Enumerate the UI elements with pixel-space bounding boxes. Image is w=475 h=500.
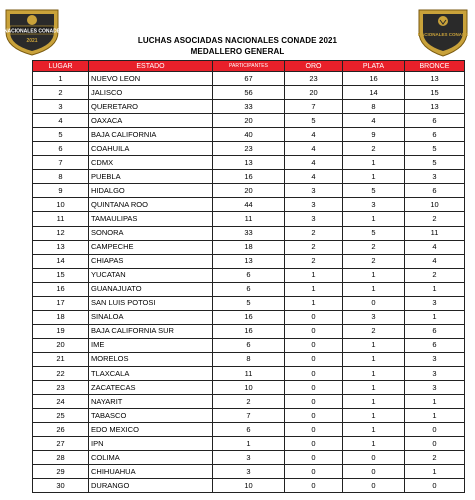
header-plata: PLATA bbox=[343, 61, 405, 72]
cell-bronce: 6 bbox=[405, 114, 465, 128]
cell-participantes: 18 bbox=[213, 240, 285, 254]
table-row bbox=[33, 409, 465, 423]
table-row bbox=[33, 423, 465, 437]
cell-plata: 1 bbox=[343, 338, 405, 352]
title-block bbox=[0, 35, 475, 57]
table-row bbox=[33, 142, 465, 156]
cell-bronce: 1 bbox=[405, 409, 465, 423]
cell-estado: SAN LUIS POTOSI bbox=[89, 296, 213, 310]
table-row bbox=[33, 156, 465, 170]
table-row bbox=[33, 395, 465, 409]
cell-bronce: 5 bbox=[405, 142, 465, 156]
cell-estado: CDMX bbox=[89, 156, 213, 170]
table-row bbox=[33, 465, 465, 479]
header-oro: ORO bbox=[285, 61, 343, 72]
cell-lugar: 13 bbox=[33, 240, 89, 254]
cell-estado: COAHUILA bbox=[89, 142, 213, 156]
cell-bronce: 6 bbox=[405, 338, 465, 352]
cell-oro: 3 bbox=[285, 212, 343, 226]
cell-lugar: 18 bbox=[33, 310, 89, 324]
cell-participantes: 5 bbox=[213, 296, 285, 310]
cell-oro: 1 bbox=[285, 268, 343, 282]
cell-bronce: 13 bbox=[405, 100, 465, 114]
cell-estado: TAMAULIPAS bbox=[89, 212, 213, 226]
cell-oro: 2 bbox=[285, 226, 343, 240]
cell-lugar: 26 bbox=[33, 423, 89, 437]
cell-participantes: 8 bbox=[213, 352, 285, 366]
cell-plata: 3 bbox=[343, 310, 405, 324]
cell-estado: QUERETARO bbox=[89, 100, 213, 114]
cell-estado: EDO MEXICO bbox=[89, 423, 213, 437]
table-row bbox=[33, 212, 465, 226]
table-row bbox=[33, 338, 465, 352]
cell-lugar: 7 bbox=[33, 156, 89, 170]
cell-bronce: 3 bbox=[405, 296, 465, 310]
cell-lugar: 6 bbox=[33, 142, 89, 156]
cell-lugar: 19 bbox=[33, 324, 89, 338]
table-row bbox=[33, 184, 465, 198]
cell-plata: 2 bbox=[343, 254, 405, 268]
medal-table bbox=[32, 60, 465, 493]
table-row bbox=[33, 254, 465, 268]
cell-lugar: 8 bbox=[33, 170, 89, 184]
table-row bbox=[33, 479, 465, 493]
cell-participantes: 23 bbox=[213, 142, 285, 156]
cell-oro: 0 bbox=[285, 479, 343, 493]
cell-participantes: 33 bbox=[213, 100, 285, 114]
cell-estado: MORELOS bbox=[89, 352, 213, 366]
cell-bronce: 1 bbox=[405, 465, 465, 479]
table-row bbox=[33, 100, 465, 114]
cell-estado: TLAXCALA bbox=[89, 366, 213, 380]
cell-bronce: 15 bbox=[405, 86, 465, 100]
cell-lugar: 27 bbox=[33, 437, 89, 451]
cell-plata: 14 bbox=[343, 86, 405, 100]
table-row bbox=[33, 72, 465, 86]
cell-estado: IPN bbox=[89, 437, 213, 451]
cell-bronce: 3 bbox=[405, 366, 465, 380]
cell-plata: 1 bbox=[343, 156, 405, 170]
cell-plata: 3 bbox=[343, 198, 405, 212]
header-bronce: BRONCE bbox=[405, 61, 465, 72]
cell-lugar: 1 bbox=[33, 72, 89, 86]
cell-oro: 4 bbox=[285, 156, 343, 170]
cell-plata: 2 bbox=[343, 324, 405, 338]
table-row bbox=[33, 381, 465, 395]
cell-lugar: 5 bbox=[33, 128, 89, 142]
cell-plata: 2 bbox=[343, 240, 405, 254]
cell-oro: 4 bbox=[285, 142, 343, 156]
cell-plata: 8 bbox=[343, 100, 405, 114]
table-row bbox=[33, 366, 465, 380]
table-row bbox=[33, 170, 465, 184]
cell-plata: 1 bbox=[343, 423, 405, 437]
cell-bronce: 11 bbox=[405, 226, 465, 240]
cell-plata: 9 bbox=[343, 128, 405, 142]
cell-lugar: 30 bbox=[33, 479, 89, 493]
cell-participantes: 40 bbox=[213, 128, 285, 142]
cell-estado: SINALOA bbox=[89, 310, 213, 324]
cell-plata: 4 bbox=[343, 114, 405, 128]
cell-oro: 7 bbox=[285, 100, 343, 114]
cell-participantes: 13 bbox=[213, 254, 285, 268]
cell-oro: 3 bbox=[285, 184, 343, 198]
table-row bbox=[33, 128, 465, 142]
cell-estado: COLIMA bbox=[89, 451, 213, 465]
table-header-row bbox=[33, 61, 465, 72]
cell-plata: 1 bbox=[343, 170, 405, 184]
cell-estado: JALISCO bbox=[89, 86, 213, 100]
cell-participantes: 67 bbox=[213, 72, 285, 86]
cell-participantes: 6 bbox=[213, 423, 285, 437]
cell-lugar: 11 bbox=[33, 212, 89, 226]
cell-participantes: 7 bbox=[213, 409, 285, 423]
cell-participantes: 33 bbox=[213, 226, 285, 240]
cell-lugar: 25 bbox=[33, 409, 89, 423]
cell-participantes: 56 bbox=[213, 86, 285, 100]
cell-oro: 4 bbox=[285, 128, 343, 142]
cell-oro: 1 bbox=[285, 282, 343, 296]
cell-bronce: 13 bbox=[405, 72, 465, 86]
cell-bronce: 3 bbox=[405, 352, 465, 366]
cell-lugar: 29 bbox=[33, 465, 89, 479]
cell-estado: CHIHUAHUA bbox=[89, 465, 213, 479]
cell-participantes: 1 bbox=[213, 437, 285, 451]
cell-bronce: 3 bbox=[405, 381, 465, 395]
cell-lugar: 23 bbox=[33, 381, 89, 395]
cell-lugar: 21 bbox=[33, 352, 89, 366]
table-row bbox=[33, 451, 465, 465]
cell-plata: 1 bbox=[343, 352, 405, 366]
cell-lugar: 4 bbox=[33, 114, 89, 128]
cell-estado: YUCATAN bbox=[89, 268, 213, 282]
cell-bronce: 0 bbox=[405, 437, 465, 451]
cell-estado: QUINTANA ROO bbox=[89, 198, 213, 212]
cell-participantes: 11 bbox=[213, 366, 285, 380]
cell-lugar: 3 bbox=[33, 100, 89, 114]
cell-participantes: 20 bbox=[213, 184, 285, 198]
cell-oro: 5 bbox=[285, 114, 343, 128]
table-row bbox=[33, 296, 465, 310]
cell-bronce: 0 bbox=[405, 479, 465, 493]
table-row bbox=[33, 86, 465, 100]
cell-oro: 0 bbox=[285, 437, 343, 451]
cell-bronce: 1 bbox=[405, 395, 465, 409]
cell-oro: 20 bbox=[285, 86, 343, 100]
cell-bronce: 6 bbox=[405, 128, 465, 142]
table-row bbox=[33, 324, 465, 338]
cell-plata: 0 bbox=[343, 465, 405, 479]
cell-lugar: 20 bbox=[33, 338, 89, 352]
cell-lugar: 17 bbox=[33, 296, 89, 310]
cell-oro: 0 bbox=[285, 451, 343, 465]
cell-lugar: 24 bbox=[33, 395, 89, 409]
logo-right-text: NACIONALES CONADE bbox=[417, 32, 469, 37]
table-row bbox=[33, 240, 465, 254]
cell-oro: 2 bbox=[285, 240, 343, 254]
cell-participantes: 13 bbox=[213, 156, 285, 170]
cell-plata: 1 bbox=[343, 395, 405, 409]
cell-lugar: 14 bbox=[33, 254, 89, 268]
cell-participantes: 6 bbox=[213, 268, 285, 282]
header-participantes: PARTICIPANTES bbox=[213, 61, 285, 72]
logo-left-year: 2021 bbox=[26, 38, 38, 44]
table-row bbox=[33, 198, 465, 212]
cell-bronce: 2 bbox=[405, 268, 465, 282]
cell-oro: 0 bbox=[285, 409, 343, 423]
cell-oro: 2 bbox=[285, 254, 343, 268]
cell-plata: 1 bbox=[343, 268, 405, 282]
cell-estado: SONORA bbox=[89, 226, 213, 240]
cell-estado: CAMPECHE bbox=[89, 240, 213, 254]
logo-left-text: NACIONALES CONADE bbox=[3, 28, 61, 35]
cell-estado: ZACATECAS bbox=[89, 381, 213, 395]
cell-lugar: 28 bbox=[33, 451, 89, 465]
cell-participantes: 10 bbox=[213, 479, 285, 493]
cell-plata: 0 bbox=[343, 296, 405, 310]
cell-participantes: 20 bbox=[213, 114, 285, 128]
cell-plata: 5 bbox=[343, 184, 405, 198]
cell-oro: 3 bbox=[285, 198, 343, 212]
cell-bronce: 6 bbox=[405, 324, 465, 338]
medal-table-body bbox=[33, 72, 465, 493]
cell-participantes: 6 bbox=[213, 338, 285, 352]
cell-participantes: 16 bbox=[213, 310, 285, 324]
cell-plata: 1 bbox=[343, 381, 405, 395]
cell-plata: 1 bbox=[343, 409, 405, 423]
cell-estado: TABASCO bbox=[89, 409, 213, 423]
cell-bronce: 1 bbox=[405, 310, 465, 324]
cell-lugar: 2 bbox=[33, 86, 89, 100]
cell-participantes: 16 bbox=[213, 324, 285, 338]
cell-plata: 0 bbox=[343, 451, 405, 465]
table-row bbox=[33, 114, 465, 128]
cell-oro: 1 bbox=[285, 296, 343, 310]
cell-bronce: 4 bbox=[405, 240, 465, 254]
header-lugar: LUGAR bbox=[33, 61, 89, 72]
cell-participantes: 3 bbox=[213, 465, 285, 479]
cell-plata: 1 bbox=[343, 212, 405, 226]
cell-bronce: 10 bbox=[405, 198, 465, 212]
cell-estado: NUEVO LEON bbox=[89, 72, 213, 86]
cell-estado: DURANGO bbox=[89, 479, 213, 493]
cell-plata: 16 bbox=[343, 72, 405, 86]
cell-lugar: 16 bbox=[33, 282, 89, 296]
table-row bbox=[33, 310, 465, 324]
cell-estado: BAJA CALIFORNIA bbox=[89, 128, 213, 142]
cell-bronce: 6 bbox=[405, 184, 465, 198]
cell-estado: CHIAPAS bbox=[89, 254, 213, 268]
page-title: LUCHAS ASOCIADAS NACIONALES CONADE 2021 bbox=[137, 36, 338, 45]
cell-estado: PUEBLA bbox=[89, 170, 213, 184]
cell-participantes: 3 bbox=[213, 451, 285, 465]
cell-plata: 2 bbox=[343, 142, 405, 156]
header-estado: ESTADO bbox=[89, 61, 213, 72]
cell-oro: 4 bbox=[285, 170, 343, 184]
cell-lugar: 22 bbox=[33, 366, 89, 380]
cell-lugar: 12 bbox=[33, 226, 89, 240]
cell-oro: 0 bbox=[285, 310, 343, 324]
cell-estado: OAXACA bbox=[89, 114, 213, 128]
table-row bbox=[33, 437, 465, 451]
cell-plata: 1 bbox=[343, 366, 405, 380]
cell-oro: 0 bbox=[285, 465, 343, 479]
cell-estado: BAJA CALIFORNIA SUR bbox=[89, 324, 213, 338]
cell-estado: HIDALGO bbox=[89, 184, 213, 198]
cell-bronce: 1 bbox=[405, 282, 465, 296]
cell-estado: NAYARIT bbox=[89, 395, 213, 409]
cell-oro: 0 bbox=[285, 352, 343, 366]
cell-participantes: 10 bbox=[213, 381, 285, 395]
cell-plata: 0 bbox=[343, 479, 405, 493]
cell-bronce: 4 bbox=[405, 254, 465, 268]
cell-oro: 0 bbox=[285, 381, 343, 395]
page-subtitle: MEDALLERO GENERAL bbox=[190, 47, 285, 56]
cell-bronce: 3 bbox=[405, 170, 465, 184]
cell-oro: 0 bbox=[285, 423, 343, 437]
cell-bronce: 2 bbox=[405, 212, 465, 226]
cell-lugar: 10 bbox=[33, 198, 89, 212]
cell-participantes: 11 bbox=[213, 212, 285, 226]
cell-participantes: 2 bbox=[213, 395, 285, 409]
cell-lugar: 9 bbox=[33, 184, 89, 198]
cell-bronce: 5 bbox=[405, 156, 465, 170]
cell-plata: 5 bbox=[343, 226, 405, 240]
cell-participantes: 16 bbox=[213, 170, 285, 184]
cell-plata: 1 bbox=[343, 282, 405, 296]
cell-bronce: 0 bbox=[405, 423, 465, 437]
cell-estado: IME bbox=[89, 338, 213, 352]
table-row bbox=[33, 352, 465, 366]
cell-lugar: 15 bbox=[33, 268, 89, 282]
cell-estado: GUANAJUATO bbox=[89, 282, 213, 296]
cell-participantes: 6 bbox=[213, 282, 285, 296]
cell-oro: 0 bbox=[285, 395, 343, 409]
cell-oro: 0 bbox=[285, 366, 343, 380]
cell-bronce: 2 bbox=[405, 451, 465, 465]
cell-plata: 1 bbox=[343, 437, 405, 451]
cell-oro: 23 bbox=[285, 72, 343, 86]
cell-oro: 0 bbox=[285, 324, 343, 338]
cell-oro: 0 bbox=[285, 338, 343, 352]
cell-participantes: 44 bbox=[213, 198, 285, 212]
table-row bbox=[33, 282, 465, 296]
table-row bbox=[33, 226, 465, 240]
table-row bbox=[33, 268, 465, 282]
